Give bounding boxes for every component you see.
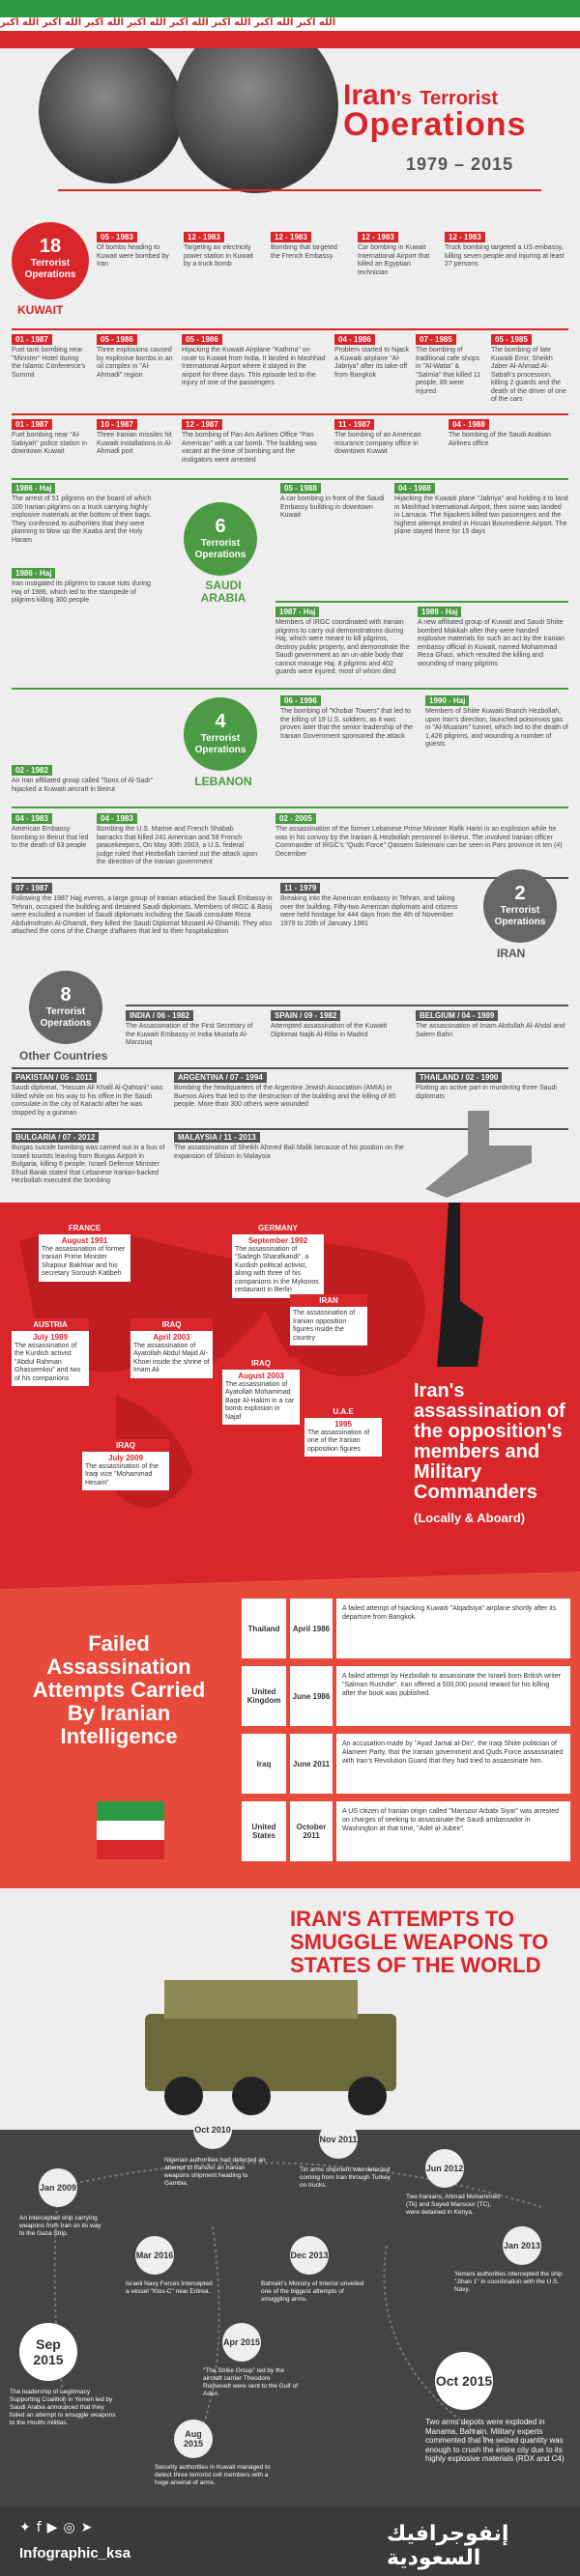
footer-brand: إنفوجرافيك السعودية — [387, 2522, 509, 2570]
small-iran-flag — [97, 1801, 164, 1859]
footer — [0, 2506, 580, 2576]
portrait-left — [39, 48, 184, 184]
lebanon-label: LEBANON — [194, 775, 252, 788]
lebanon-count-circle: 4 Terrorist Operations — [184, 697, 257, 771]
failed-attempts-section: Failed Assassination Attempts Carried By Iranian Intelligence Thailand April 1986 A failed attempt of hijacking Kuwaiti "Alqadsiya" airplane shortly after its departure from Bangkok. United Kingdom June 1986 A failed attempt by Hezbollah to assassinate the Israeli born British writer "Salman Rushdie". Iran offered a 500,000 pound reward for his killing after the book was published. Iraq June 2011 An accusation made by "Ayad Jamal al-Din", the Iraqi Shiite politician of Alameer Party, that the Iranian government and Quds Force assassinated with Iran's Revolution Guard that they had tried to assassinate him. United States October 2011 A US citizen of Iranian origin called "Mansour Arbabi Siyar" was arrested on charges of seeking to assassinate the Saudi ambassador in Washington at that time, "Adel al-Jubeir". — [0, 1560, 580, 1888]
other-label: Other Countries — [19, 1049, 108, 1062]
youtube-icon[interactable]: ▶ — [46, 2520, 64, 2535]
assassination-subtitle: (Locally & Aboard) — [414, 1511, 526, 1525]
weapons-timeline: Oct 2010 Nigerian authorities had detected an attempt to transfer an Iranian weapons shipment heading to Gambia. Nov 2011 Tin arms shipment was detected coming from Iran through Turkey on trucks. Jan 2009 An intercepted ship carrying weapons from Iran on its way to the Gaza Strip. Jun 2012 Two Iranians, Ahmad Mohammed (Tk) and Sayed Mansour (TC), were detained in Kenya. Mar 2016 Israeli Navy Forces intercepted a vessel "Klos-C" near Eritrea. Dec 2013 Bahrain's Ministry of Interior unveiled one of the biggest attempts of smuggling arms. Jan 2013 Yemeni authorities intercepted the ship "Jihan 1" in coordination with the U.S. Navy. Apr 2015 "The Strike Group" led by the aircraft carrier Theodore Roosevelt were sent to the Gulf of Aden. Sep 2015 The leadership of Legitimacy Supporting Coalition in Yemen led by Saudi Arabia announced that they foiled an attempt to smuggle weapons to the Houthi militias. Aug 2015 Security authorities in Kuwait managed to detect three terrorist cell members with a huge arsenal of arms. Oct 2015 Two arms depots were exploded in Manama, Bahrain. Military experts commented that the seized quantity was enough to crush the entire city due to its highly explosive materials (RDX and C4) — [0, 2130, 580, 2506]
gun-silhouette — [425, 1111, 532, 1198]
flag-kufic-text: الله اكبر الله اكبر الله اكبر الله اكبر الله اكبر الله اكبر الله اكبر الله اكبر — [0, 17, 336, 28]
social-icons — [19, 2520, 98, 2535]
iran-count-circle: 2 Terrorist Operations — [483, 869, 557, 943]
kuwait-label: KUWAIT — [17, 303, 64, 317]
other-count-circle: 8 Terrorist Operations — [29, 971, 102, 1044]
saudi-count-circle: 6 Terrorist Operations — [184, 502, 257, 576]
telegram-icon[interactable]: ➤ — [80, 2520, 99, 2535]
facebook-icon[interactable]: f — [36, 2520, 47, 2535]
assassination-title: Iran's assassination of the opposition's members and Military Commanders — [414, 1380, 566, 1503]
page-subtitle: Operations — [343, 106, 527, 143]
missiles — [164, 1980, 358, 2019]
failed-title: Failed Assassination Attempts Carried By Iranian Intelligence — [32, 1631, 206, 1748]
flag-red-stripe — [0, 31, 580, 48]
page-title: Iran's Terrorist — [343, 79, 499, 111]
portrait-right — [174, 48, 338, 193]
assassination-section: FRANCE August 1991 The assassination of former Iranian Prime Minister Shapour Bakhtiar and his secretary Soroush Katibeh GERMANY September 1992 The assassination of "Sadegh Sharafkandi", a Kurdish political activist, along with three of his companions in the Mykonos restaurant in Berlin AUSTRIA July 1989 The assassination of the Kurdish activist "Abdul Rahman Ghassemlou" and two of his companions IRAQ April 2003 The assassination of Ayatollah Abdul Majid Al-Khoei inside the shrine of Imam Ali IRAN The assassination of Iranian opposition figures inside the country IRAQ August 2003 The assassination of Ayatollah Mohammad Baqir Al-Hakim in a car bomb explosion in Najaf IRAQ July 2009 The assassination of the Iraqi vice "Mohammad Hesam" U.A.E 1995 The assassination of one of the Iranian opposition figures Iran's assassination of the opposition's members and Military Commanders (Locally & Aboard) — [0, 1203, 580, 1560]
year-range: 1979 – 2015 — [406, 155, 514, 174]
footer-handle[interactable]: Infographic_ksa — [19, 2545, 131, 2562]
smuggle-title: IRAN'S ATTEMPTS TO SMUGGLE WEAPONS TO STATES OF THE WORLD — [290, 1907, 549, 1977]
instagram-icon[interactable]: ◎ — [63, 2520, 81, 2535]
kuwait-count-circle: 18 Terrorist Operations — [12, 222, 89, 299]
twitter-icon[interactable]: ✦ — [19, 2520, 37, 2535]
saudi-label: SAUDI ARABIA — [200, 579, 246, 605]
iran-label: IRAN — [497, 947, 526, 960]
flag-green-stripe — [0, 0, 580, 17]
smuggle-section — [0, 1888, 580, 2130]
iran-flag-banner — [0, 0, 580, 48]
